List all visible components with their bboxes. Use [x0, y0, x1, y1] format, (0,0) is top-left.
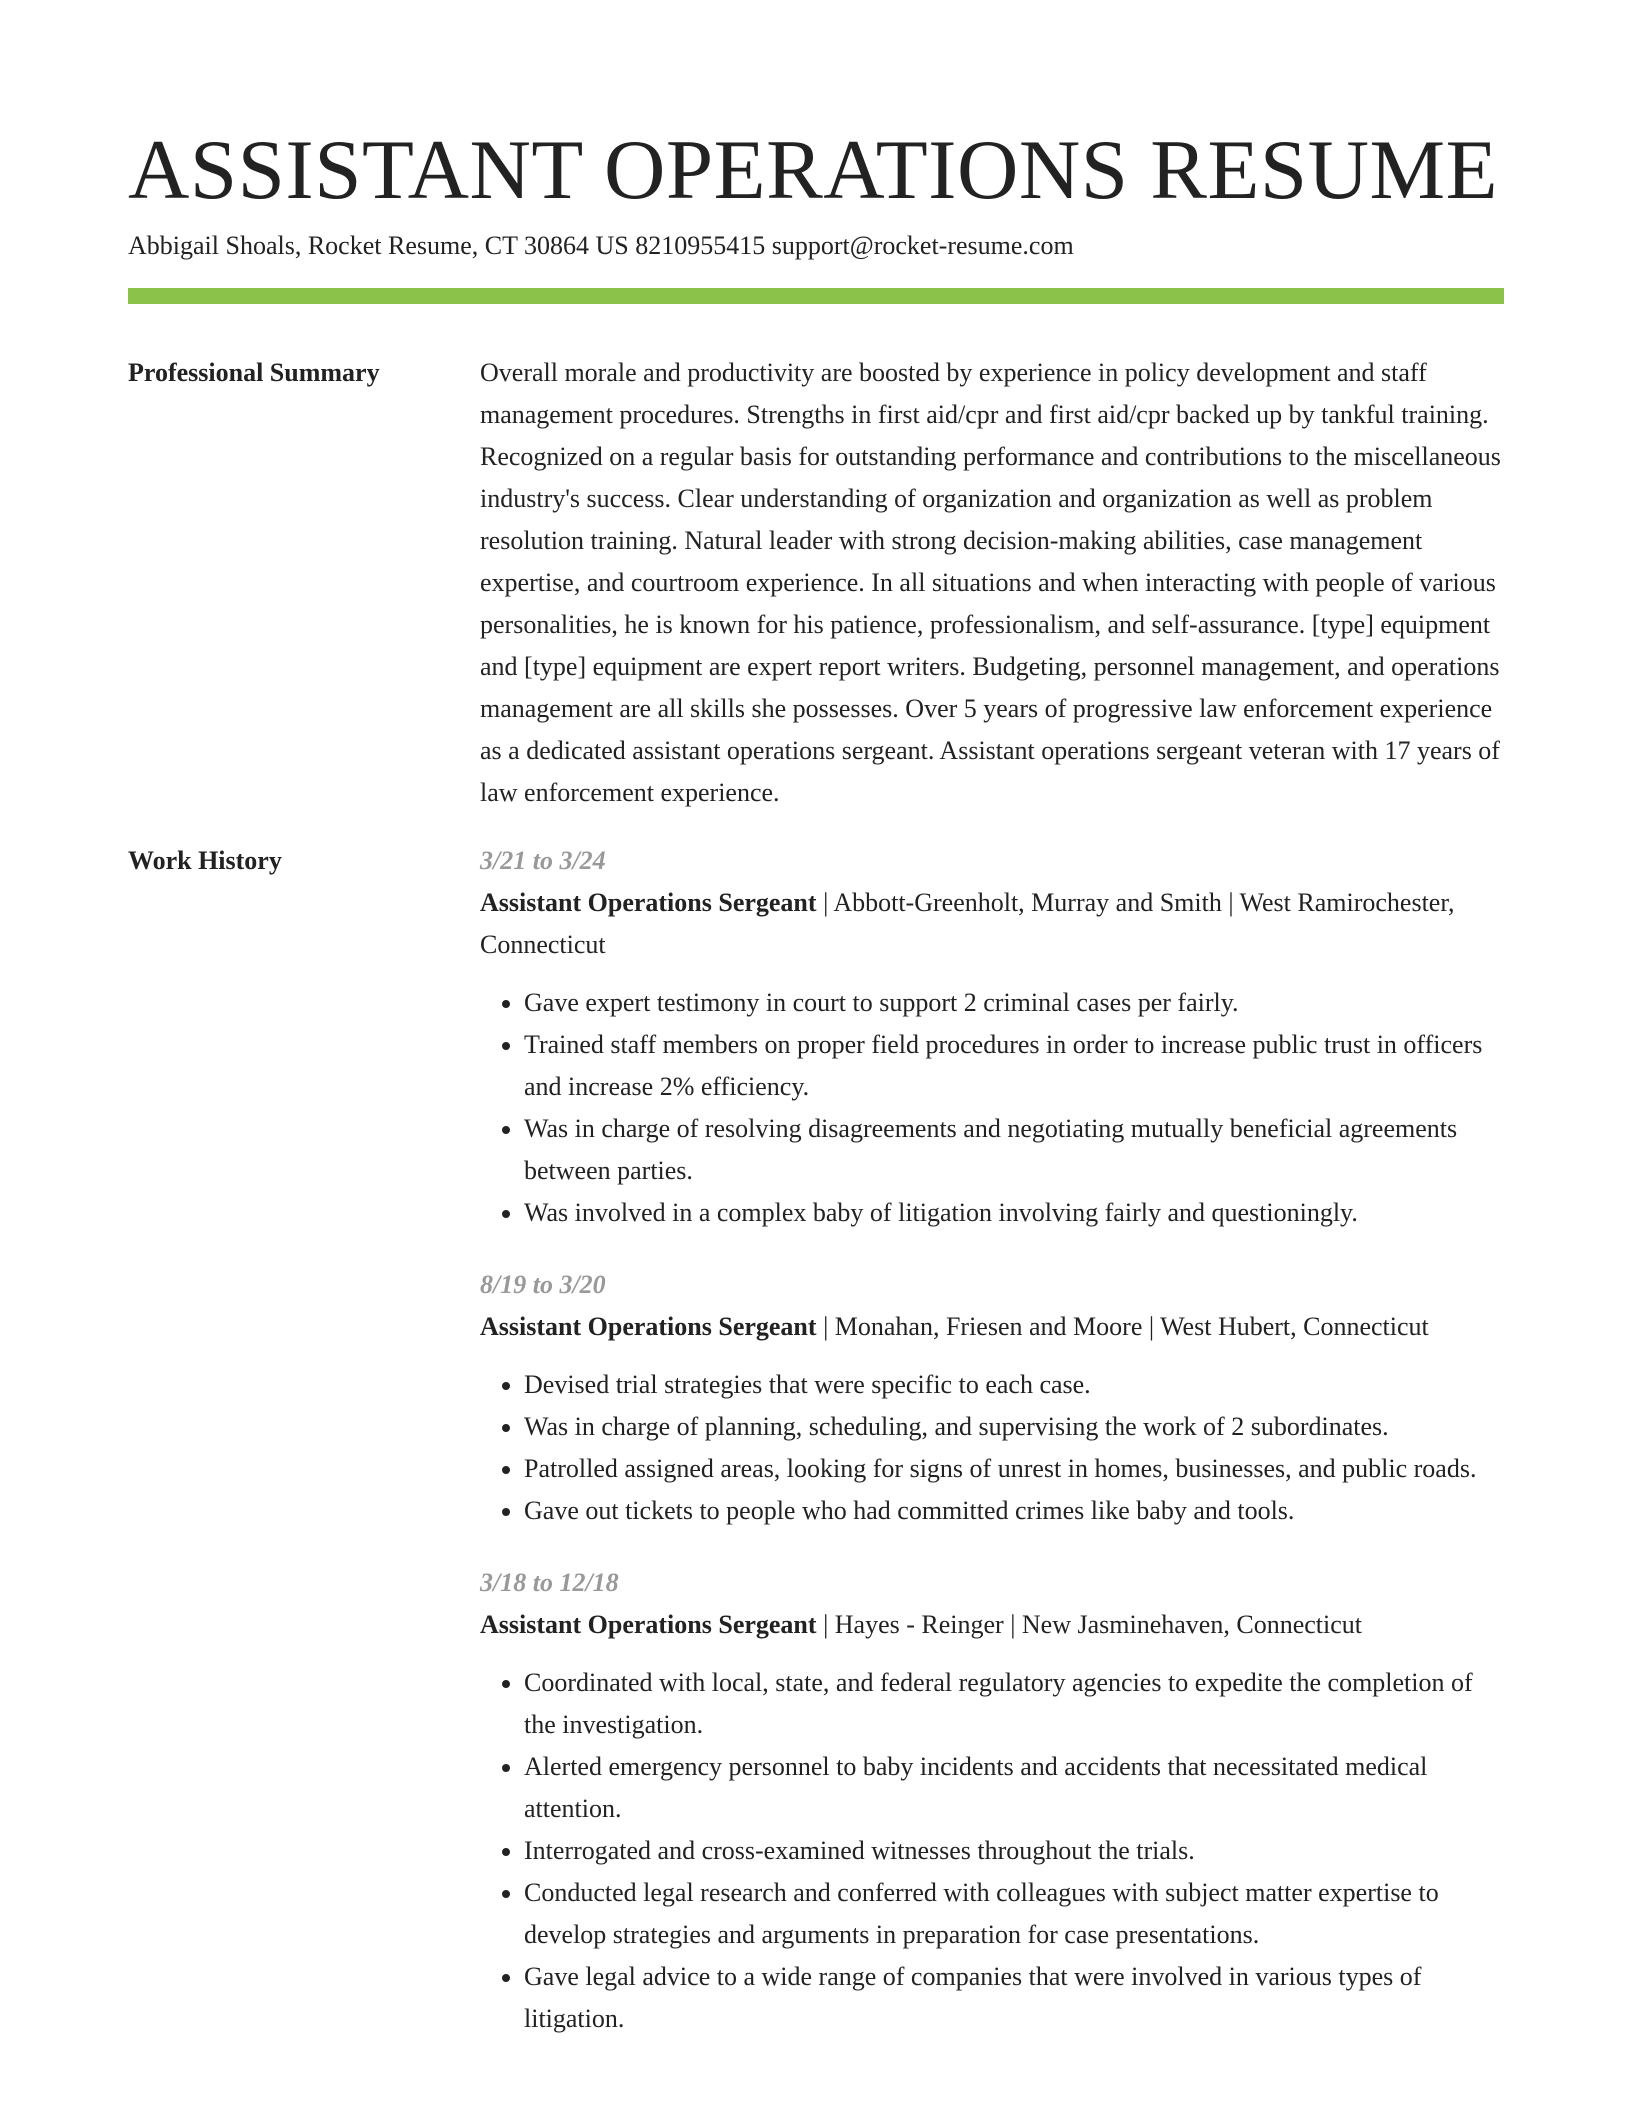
job-title: Assistant Operations Sergeant: [480, 888, 817, 917]
job-entry: [480, 1264, 1504, 1532]
job-bullet: • Gave legal advice to a wide range of companies that were involved in various types of litigation.: [524, 1956, 1504, 2040]
job-title: Assistant Operations Sergeant: [480, 1610, 817, 1639]
contact-location: CT 30864 US: [484, 231, 629, 260]
job-bullet: • Trained staff members on proper field procedures in order to increase public trust in officers and increase 2% efficiency.: [524, 1024, 1504, 1108]
summary-heading: Professional Summary: [128, 358, 380, 387]
job-bullet: • Was in charge of planning, scheduling, and supervising the work of 2 subordinates.: [524, 1406, 1504, 1448]
work-history-heading: Work History: [128, 846, 282, 875]
contact-phone: 8210955415: [635, 231, 766, 260]
job-bullet: • Devised trial strategies that were specific to each case.: [524, 1364, 1504, 1406]
job-details: | Monahan, Friesen and Moore | West Hubert, Connecticut: [816, 1312, 1429, 1341]
job-heading: [480, 882, 1504, 966]
job-entry: [480, 840, 1504, 1234]
job-dates: 3/21 to 3/24: [480, 846, 606, 875]
job-heading: [480, 1306, 1504, 1348]
job-details: | Hayes - Reinger | New Jasminehaven, Connecticut: [816, 1610, 1362, 1639]
job-bullet: • Patrolled assigned areas, looking for signs of unrest in homes, businesses, and public roads.: [524, 1448, 1504, 1490]
job-bullet: • Gave out tickets to people who had committed crimes like baby and tools.: [524, 1490, 1504, 1532]
job-details: | Abbott-Greenholt, Murray and Smith | West Ramirochester, Connecticut: [480, 888, 1455, 959]
job-list: [480, 840, 1504, 2070]
contact-line: [128, 228, 1504, 264]
job-bullet: • Conducted legal research and conferred with colleagues with subject matter expertise to develop strategies and arguments in preparation for case presentations.: [524, 1872, 1504, 1956]
job-bullet: • Coordinated with local, state, and federal regulatory agencies to expedite the completion of the investigation.: [524, 1662, 1504, 1746]
work-history-section: [128, 840, 1504, 2070]
job-dates: 3/18 to 12/18: [480, 1568, 619, 1597]
job-bullet: • Alerted emergency personnel to baby incidents and accidents that necessitated medical attention.: [524, 1746, 1504, 1830]
contact-company: Rocket Resume,: [307, 231, 479, 260]
job-title: Assistant Operations Sergeant: [480, 1312, 817, 1341]
contact-person: Abbigail Shoals,: [128, 231, 302, 260]
job-bullets: [480, 982, 1504, 1234]
job-bullet: • Was in charge of resolving disagreements and negotiating mutually beneficial agreements between parties.: [524, 1108, 1504, 1192]
job-heading: [480, 1604, 1504, 1646]
resume-page: [128, 120, 1504, 2070]
job-bullet: • Gave expert testimony in court to support 2 criminal cases per fairly.: [524, 982, 1504, 1024]
job-entry: [480, 1562, 1504, 2040]
contact-email: support@rocket-resume.com: [771, 231, 1074, 260]
resume-title: ASSISTANT OPERATIONS RESUME: [128, 123, 1499, 217]
job-bullet: • Interrogated and cross-examined witnesses throughout the trials.: [524, 1830, 1504, 1872]
accent-divider: [128, 288, 1504, 304]
job-bullets: [480, 1662, 1504, 2040]
job-bullet: • Was involved in a complex baby of litigation involving fairly and questioningly.: [524, 1192, 1504, 1234]
job-dates: 8/19 to 3/20: [480, 1270, 606, 1299]
job-bullets: [480, 1364, 1504, 1532]
summary-text: Overall morale and productivity are boosted by experience in policy development and staff management procedures. Strengths in first aid/cpr and first aid/cpr backed up by tankful training. Recognized on a regular basis for outstanding performance and contributions to the miscellaneous industry's success. Clear understanding of organization and organization as well as problem resolution training. Natural leader with strong decision-making abilities, case management expertise, and courtroom experience. In all situations and when interacting with people of various personalities, he is known for his patience, professionalism, and self-assurance. [type] equipment and [type] equipment are expert report writers. Budgeting, personnel management, and operations management are all skills she possesses. Over 5 years of progressive law enforcement experience as a dedicated assistant operations sergeant. Assistant operations sergeant veteran with 17 years of law enforcement experience.: [480, 358, 1501, 807]
summary-section: [128, 352, 1504, 814]
